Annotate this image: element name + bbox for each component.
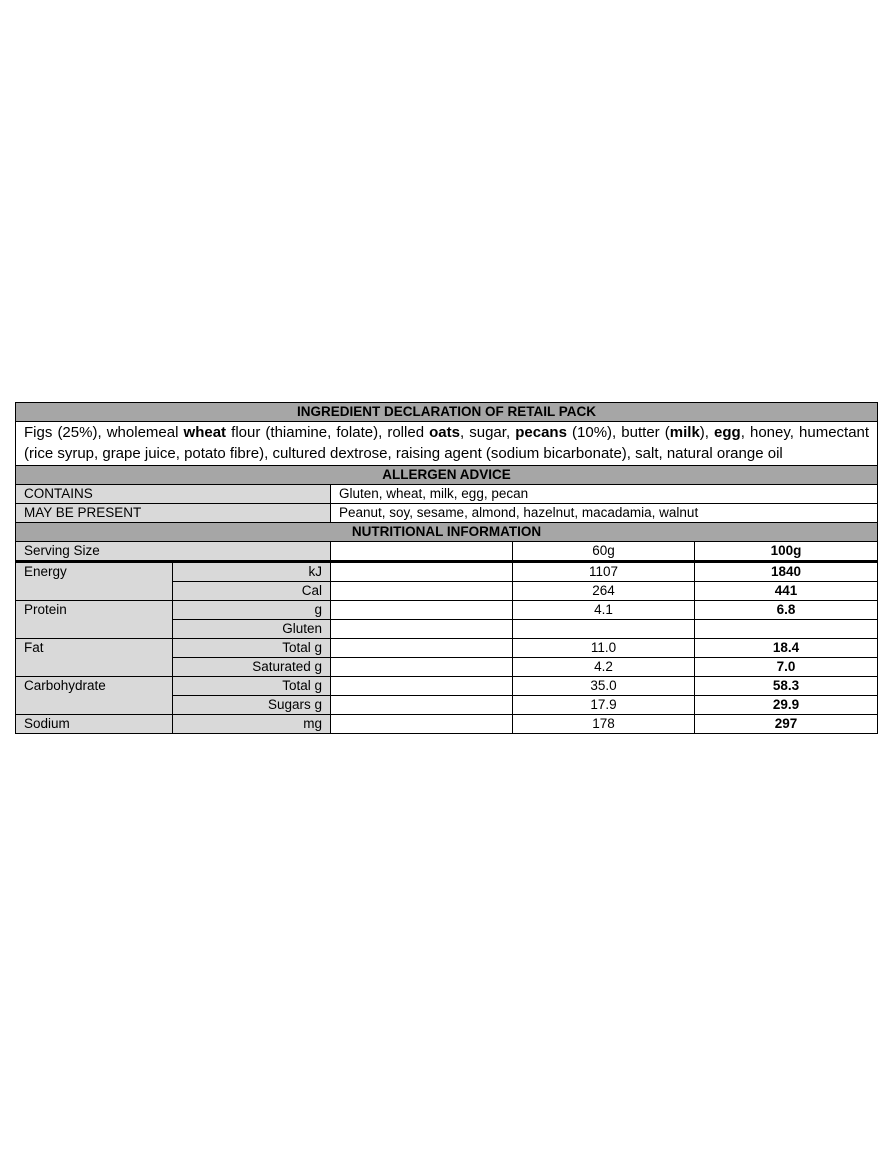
per-100g-value: 7.0 (695, 658, 878, 677)
nutrient-name-carbohydrate: Carbohydrate (16, 677, 173, 715)
per-serving-value: 11.0 (513, 639, 695, 658)
column-header-60g: 60g (513, 542, 695, 562)
ingredient-text: (10%), butter ( (566, 424, 670, 441)
per-100g-value: 29.9 (695, 696, 878, 715)
nutrient-name-fat: Fat (16, 639, 173, 677)
ingredient-allergen: egg (714, 424, 741, 441)
ingredient-list (16, 422, 878, 466)
nutrition-header: NUTRITIONAL INFORMATION (16, 523, 878, 542)
ingredient-allergen: pecans (515, 424, 567, 441)
nutrient-name-energy: Energy (16, 562, 173, 601)
per-serving-value: 17.9 (513, 696, 695, 715)
allergen-row-contains (16, 485, 878, 504)
per-100g-value: 297 (695, 715, 878, 734)
per-100g-value: 6.8 (695, 601, 878, 620)
blank-cell (331, 715, 513, 734)
per-100g-value (695, 620, 878, 639)
ingredient-text: flour (thiamine, folate), rolled (226, 424, 430, 441)
nutrient-unit: Total g (173, 639, 331, 658)
blank-cell (331, 639, 513, 658)
spec-table (15, 402, 878, 734)
table-row (16, 562, 878, 582)
ingredient-allergen: wheat (183, 424, 227, 441)
nutrient-unit: Saturated g (173, 658, 331, 677)
blank-cell (331, 562, 513, 582)
table-row (16, 639, 878, 658)
blank-cell (331, 677, 513, 696)
ingredient-text: ), (699, 424, 715, 441)
contains-value: Gluten, wheat, milk, egg, pecan (331, 485, 878, 504)
blank-cell (331, 620, 513, 639)
per-100g-value: 1840 (695, 562, 878, 582)
per-100g-value: 441 (695, 582, 878, 601)
may-be-present-value: Peanut, soy, sesame, almond, hazelnut, macadamia, walnut (331, 504, 878, 523)
serving-size-row (16, 542, 878, 562)
per-serving-value: 178 (513, 715, 695, 734)
per-serving-value: 35.0 (513, 677, 695, 696)
per-serving-value: 1107 (513, 562, 695, 582)
nutrient-unit: kJ (173, 562, 331, 582)
table-row (16, 677, 878, 696)
table-row (16, 601, 878, 620)
nutrient-unit: Sugars g (173, 696, 331, 715)
blank-cell (331, 696, 513, 715)
per-100g-value: 18.4 (695, 639, 878, 658)
nutrient-name-sodium: Sodium (16, 715, 173, 734)
ingredient-text: Figs (25%), wholemeal (24, 424, 184, 441)
contains-label: CONTAINS (16, 485, 331, 504)
serving-size-blank (331, 542, 513, 562)
may-be-present-label: MAY BE PRESENT (16, 504, 331, 523)
per-serving-value: 4.1 (513, 601, 695, 620)
nutrient-unit: mg (173, 715, 331, 734)
nutrient-name-protein: Protein (16, 601, 173, 639)
blank-cell (331, 601, 513, 620)
table-row (16, 715, 878, 734)
allergen-header: ALLERGEN ADVICE (16, 466, 878, 485)
per-serving-value: 4.2 (513, 658, 695, 677)
serving-size-label: Serving Size (16, 542, 331, 562)
ingredient-header: INGREDIENT DECLARATION OF RETAIL PACK (16, 403, 878, 422)
per-serving-value (513, 620, 695, 639)
ingredient-text: , sugar, (459, 424, 516, 441)
blank-cell (331, 582, 513, 601)
ingredient-allergen: milk (669, 424, 700, 441)
nutrient-unit: Gluten (173, 620, 331, 639)
ingredient-allergen: oats (429, 424, 460, 441)
ingredient-text: , honey, humectant (rice syrup, grape juice, potato fibre), cultured dextrose, raising agent (sodium bicarbonate), salt, natural orange oil (24, 424, 870, 462)
per-100g-value: 58.3 (695, 677, 878, 696)
product-spec-document (15, 402, 877, 734)
allergen-row-may-be-present (16, 504, 878, 523)
nutrient-unit: Total g (173, 677, 331, 696)
nutrient-unit: g (173, 601, 331, 620)
blank-cell (331, 658, 513, 677)
nutrient-unit: Cal (173, 582, 331, 601)
per-serving-value: 264 (513, 582, 695, 601)
column-header-100g: 100g (695, 542, 878, 562)
